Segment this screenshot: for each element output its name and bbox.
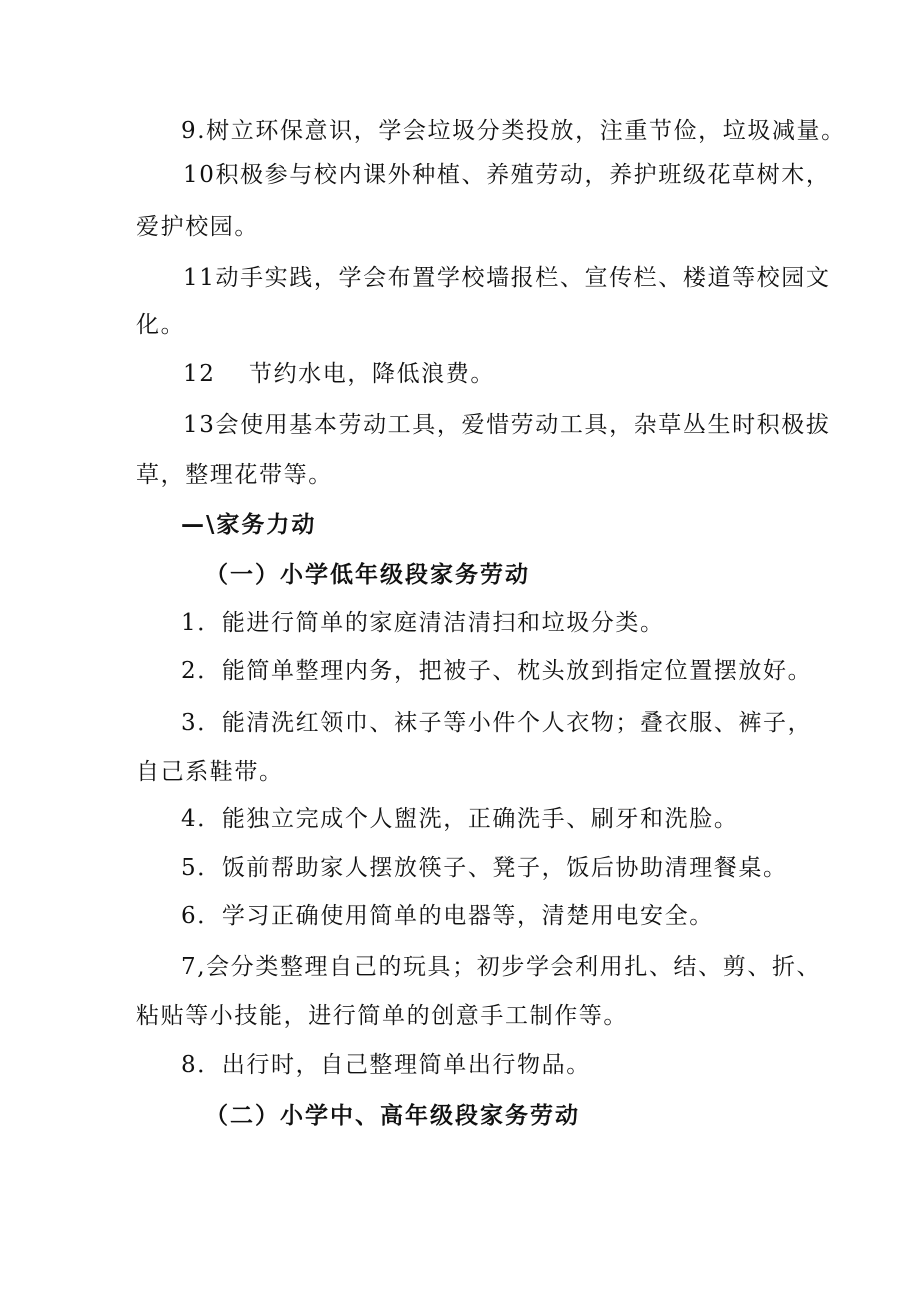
- paragraph-13-line-2: 草，整理花带等。: [136, 462, 333, 488]
- list-item-7-line-2: 粘贴等小技能，进行简单的创意手工制作等。: [136, 1003, 628, 1029]
- list-item-3-line-1: 3．能清洗红领巾、袜子等小件个人衣物；叠衣服、裤子，: [181, 710, 813, 736]
- list-item-8: 8．出行时，自己整理简单出行物品。: [181, 1052, 591, 1078]
- subsection-heading-mid-high-grade: （二）小学中、高年级段家务劳动: [205, 1103, 580, 1129]
- list-item-3-line-2: 自己系鞋带。: [136, 759, 284, 785]
- paragraph-11-line-1: 11动手实践，学会布置学校墙报栏、宣传栏、楼道等校园文: [183, 265, 831, 291]
- paragraph-12: 12 节约水电，降低浪费。: [183, 361, 495, 387]
- section-heading: —\家务力动: [181, 512, 317, 538]
- list-item-7-line-1: 7,会分类整理自己的玩具；初步学会利用扎、结、剪、折、: [181, 954, 822, 980]
- paragraph-10-line-1: 10积极参与校内课外种植、养殖劳动，养护班级花草树木，: [183, 162, 831, 188]
- list-item-1: 1．能进行简单的家庭清洁清扫和垃圾分类。: [181, 610, 665, 636]
- list-item-5: 5．饭前帮助家人摆放筷子、凳子，饭后协助清理餐桌。: [181, 855, 788, 881]
- subsection-heading-low-grade: （一）小学低年级段家务劳动: [205, 562, 530, 588]
- paragraph-10-line-2: 爱护校园。: [136, 214, 259, 240]
- list-item-2: 2．能简单整理内务，把被子、枕头放到指定位置摆放好。: [181, 658, 813, 684]
- paragraph-11-line-2: 化。: [136, 312, 186, 338]
- list-item-4: 4．能独立完成个人盥洗，正确洗手、刷牙和洗脸。: [181, 806, 739, 832]
- list-item-6: 6．学习正确使用简单的电器等，清楚用电安全。: [181, 903, 714, 929]
- paragraph-9: 9.树立环保意识，学会垃圾分类投放，注重节俭，垃圾减量。: [181, 118, 846, 144]
- paragraph-13-line-1: 13会使用基本劳动工具，爱惜劳动工具，杂草丛生时积极拔: [183, 412, 831, 438]
